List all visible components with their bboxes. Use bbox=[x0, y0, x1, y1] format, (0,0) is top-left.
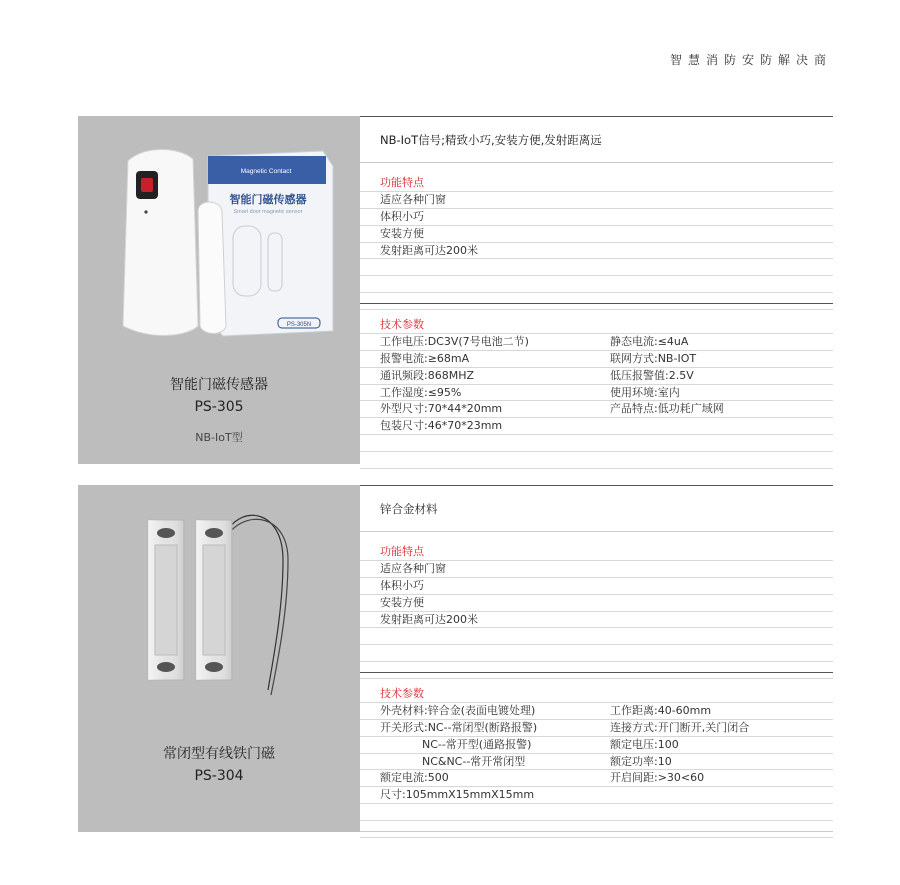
spec-right: 低压报警值:2.5V bbox=[610, 368, 694, 382]
product-details bbox=[360, 485, 833, 832]
specs-list bbox=[360, 317, 833, 469]
divider bbox=[360, 162, 833, 163]
box-title: 智能门磁传感器 bbox=[229, 193, 307, 206]
spec-left: 工作湿度:≤95% bbox=[380, 385, 462, 399]
product-headline: NB-IoT信号;精致小巧,安装方便,发射距离远 bbox=[380, 133, 602, 147]
spec-left: 外壳材料:锌合金(表面电镀处理) bbox=[380, 703, 536, 717]
wired-door-magnet-image bbox=[133, 500, 313, 700]
spec-right: 额定电压:100 bbox=[610, 737, 679, 751]
spec-right: 静态电流:≤4uA bbox=[610, 334, 689, 348]
product-headline: 锌合金材料 bbox=[380, 502, 438, 516]
feature-item: 体积小巧 bbox=[380, 209, 424, 223]
product-section-ps304 bbox=[78, 485, 833, 832]
divider bbox=[360, 116, 833, 117]
feature-item: 适应各种门窗 bbox=[380, 192, 446, 206]
divider bbox=[360, 672, 833, 673]
spec-left: 包装尺寸:46*70*23mm bbox=[380, 419, 503, 433]
spec-left: 外型尺寸:70*44*20mm bbox=[380, 402, 503, 416]
spec-right: 使用环境:室内 bbox=[610, 385, 680, 399]
packaging-box bbox=[208, 151, 333, 336]
feature-item: 发射距离可达200米 bbox=[380, 243, 478, 257]
door-sensor-image bbox=[98, 141, 343, 351]
product-name: 智能门磁传感器 bbox=[170, 377, 268, 393]
box-subtitle: Smart door magnetic sensor bbox=[233, 209, 303, 215]
divider bbox=[360, 831, 833, 832]
spec-right: 额定功率:10 bbox=[610, 754, 672, 768]
spec-left: 尺寸:105mmX15mmX15mm bbox=[380, 788, 535, 802]
spec-left: 工作电压:DC3V(7号电池二节) bbox=[380, 334, 529, 348]
box-model: PS-305N bbox=[286, 322, 312, 328]
sensor-body bbox=[123, 149, 198, 335]
product-name: 常闭型有线铁门磁 bbox=[163, 746, 275, 762]
spec-left: 开关形式:NC--常闭型(断路报警) bbox=[380, 720, 538, 734]
magnet-bar-right bbox=[196, 520, 232, 680]
divider bbox=[360, 485, 833, 486]
specs-list bbox=[360, 686, 833, 838]
divider bbox=[360, 531, 833, 532]
feature-item: 安装方便 bbox=[380, 595, 424, 609]
spec-right: 产品特点:低功耗广域网 bbox=[610, 402, 724, 416]
spec-right: 工作距离:40-60mm bbox=[610, 703, 712, 717]
spec-right: 联网方式:NB-IOT bbox=[610, 351, 697, 365]
product-variant: NB-IoT型 bbox=[195, 431, 243, 444]
magnet-body bbox=[198, 202, 226, 334]
product-section-ps305 bbox=[78, 116, 833, 464]
spec-left: 报警电流:≥68mA bbox=[380, 351, 470, 365]
spec-left: 额定电流:500 bbox=[380, 771, 449, 785]
features-title: 功能特点 bbox=[380, 545, 424, 558]
spec-left: NC&NC--常开常闭型 bbox=[380, 754, 526, 768]
spec-right: 开启间距:>30<60 bbox=[610, 771, 705, 785]
product-model: PS-305 bbox=[194, 399, 244, 415]
magnet-bar-left bbox=[148, 520, 184, 680]
feature-item: 适应各种门窗 bbox=[380, 561, 446, 575]
specs-title: 技术参数 bbox=[380, 318, 424, 331]
product-model: PS-304 bbox=[194, 768, 244, 784]
divider bbox=[360, 303, 833, 304]
spec-left: NC--常开型(通路报警) bbox=[380, 737, 532, 751]
features-list bbox=[360, 544, 833, 679]
features-title: 功能特点 bbox=[380, 176, 424, 189]
product-details bbox=[360, 116, 833, 464]
feature-item: 安装方便 bbox=[380, 226, 424, 240]
feature-item: 体积小巧 bbox=[380, 578, 424, 592]
features-list bbox=[360, 175, 833, 310]
brand-slogan: 智慧消防安防解决商 bbox=[669, 53, 832, 67]
feature-item: 发射距离可达200米 bbox=[380, 612, 478, 626]
box-top-label: Magnetic Contact bbox=[240, 168, 292, 175]
spec-left: 通讯频段:868MHZ bbox=[380, 368, 474, 382]
spec-right: 连接方式:开门断开,关门闭合 bbox=[610, 720, 750, 734]
specs-title: 技术参数 bbox=[380, 687, 424, 700]
